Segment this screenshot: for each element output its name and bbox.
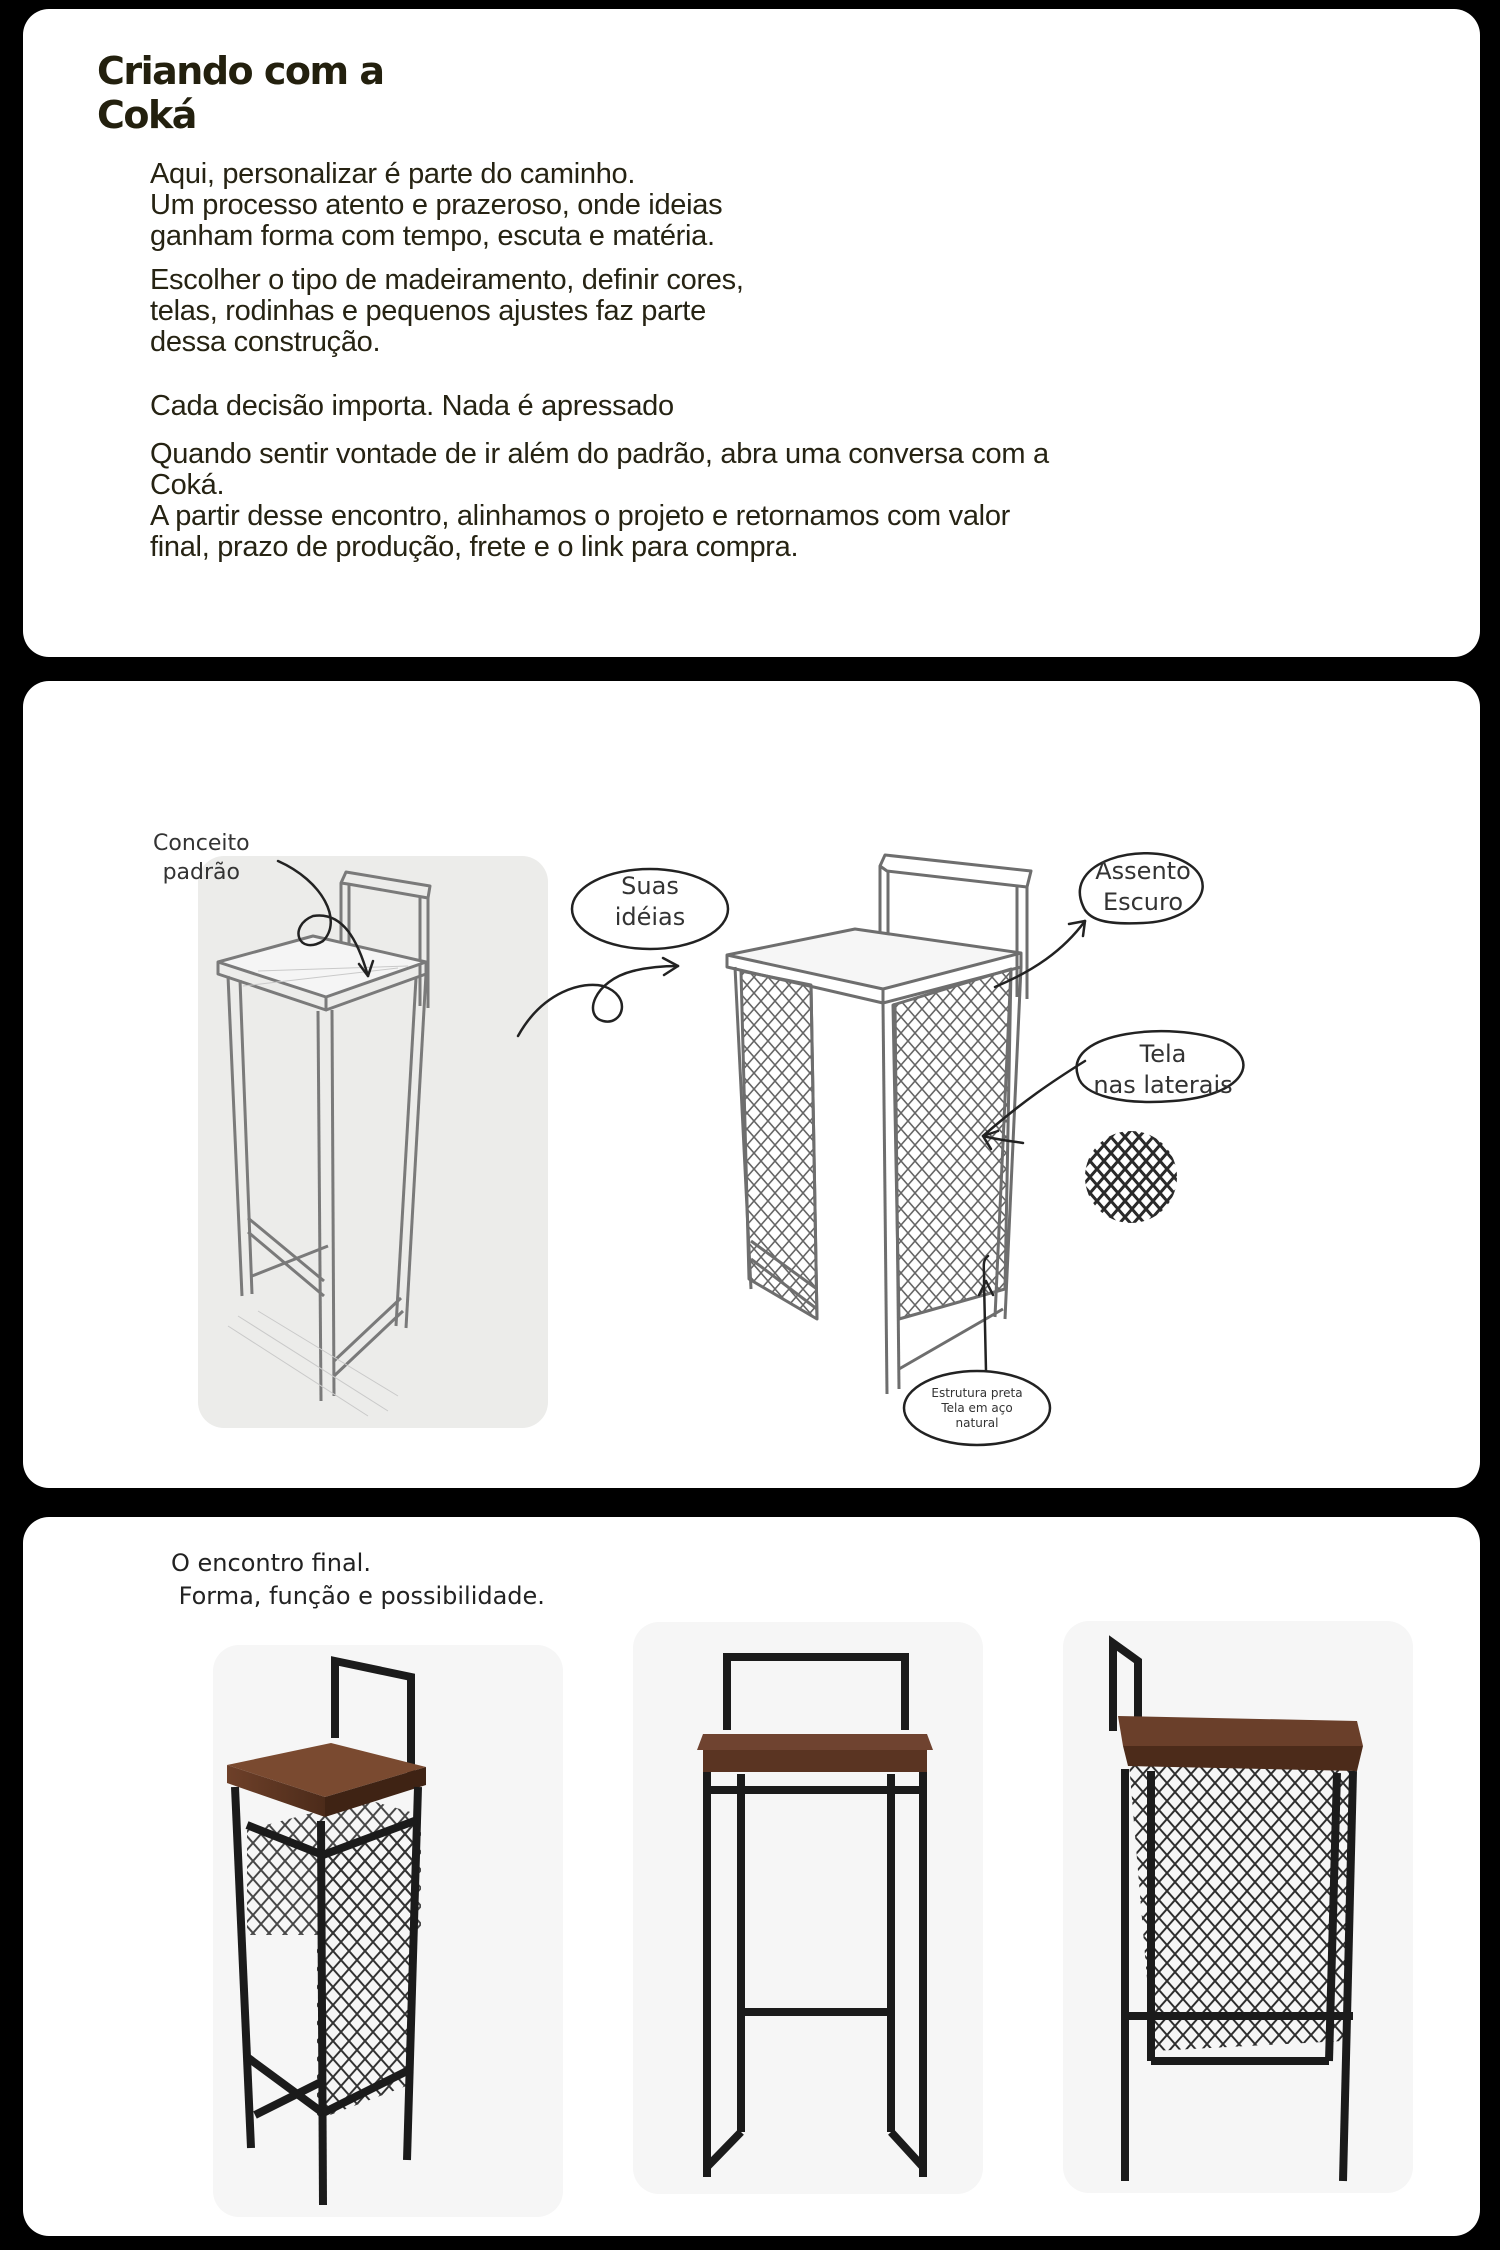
intro-paragraph-4 bbox=[150, 439, 1049, 563]
intro-paragraph-1 bbox=[150, 159, 722, 252]
concept-label bbox=[153, 829, 250, 887]
label-line: Conceito bbox=[153, 831, 250, 856]
seat-label bbox=[1083, 856, 1203, 918]
label-line: Assento bbox=[1095, 857, 1191, 885]
label-line: padrão bbox=[162, 860, 240, 885]
stool-photo-front-drawing bbox=[633, 1622, 983, 2194]
annotation-arrows bbox=[23, 681, 1480, 1488]
text-line: Aqui, personalizar é parte do caminho. bbox=[150, 158, 636, 190]
concept-arrow bbox=[278, 861, 368, 976]
title-line-2: Coká bbox=[97, 93, 196, 137]
text-line: final, prazo de produção, frete e o link para compra. bbox=[150, 531, 799, 563]
text-line: Escolher o tipo de madeiramento, definir cores, bbox=[150, 264, 744, 296]
intro-paragraph-3 bbox=[150, 391, 674, 422]
stool-photo-side-drawing bbox=[1063, 1621, 1413, 2193]
structure-label bbox=[905, 1386, 1049, 1431]
final-caption bbox=[171, 1547, 545, 1613]
text-line: telas, rodinhas e pequenos ajustes faz parte bbox=[150, 295, 706, 327]
text-line: dessa construção. bbox=[150, 326, 381, 358]
text-line: Um processo atento e prazeroso, onde ideias bbox=[150, 189, 723, 221]
title-line-1: Criando com a bbox=[97, 49, 384, 93]
stool-photo-angle-drawing bbox=[213, 1645, 563, 2217]
label-line: Escuro bbox=[1102, 888, 1184, 916]
ideas-arrow bbox=[518, 966, 678, 1036]
label-line: Tela em aço bbox=[941, 1401, 1013, 1415]
stool-photo-front bbox=[633, 1622, 983, 2194]
caption-line: O encontro final. bbox=[171, 1549, 371, 1577]
label-line: Estrutura preta bbox=[931, 1386, 1023, 1400]
label-line: Tela bbox=[1139, 1040, 1187, 1068]
label-line: nas laterais bbox=[1093, 1071, 1233, 1099]
text-line: Cada decisão importa. Nada é apressado bbox=[150, 390, 674, 422]
text-line: A partir desse encontro, alinhamos o projeto e retornamos com valor bbox=[150, 500, 1011, 532]
structure-arrow bbox=[984, 1256, 988, 1371]
text-line: Coká. bbox=[150, 469, 225, 501]
ideas-label bbox=[595, 871, 705, 933]
sketches-card bbox=[23, 681, 1480, 1488]
text-line: ganham forma com tempo, escuta e matéria. bbox=[150, 220, 715, 252]
final-card bbox=[23, 1517, 1480, 2236]
intro-card bbox=[23, 9, 1480, 657]
label-line: Suas bbox=[621, 872, 679, 900]
label-line: natural bbox=[955, 1416, 999, 1430]
caption-line: Forma, função e possibilidade. bbox=[171, 1582, 545, 1610]
mesh-label bbox=[1083, 1039, 1243, 1101]
intro-paragraph-2 bbox=[150, 265, 744, 358]
seat-arrow bbox=[995, 921, 1085, 987]
text-line: Quando sentir vontade de ir além do padrão, abra uma conversa com a bbox=[150, 438, 1049, 470]
page-title bbox=[97, 49, 384, 137]
stool-photo-side bbox=[1063, 1621, 1413, 2193]
label-line: idéias bbox=[614, 903, 686, 931]
stool-photo-angle bbox=[213, 1645, 563, 2217]
